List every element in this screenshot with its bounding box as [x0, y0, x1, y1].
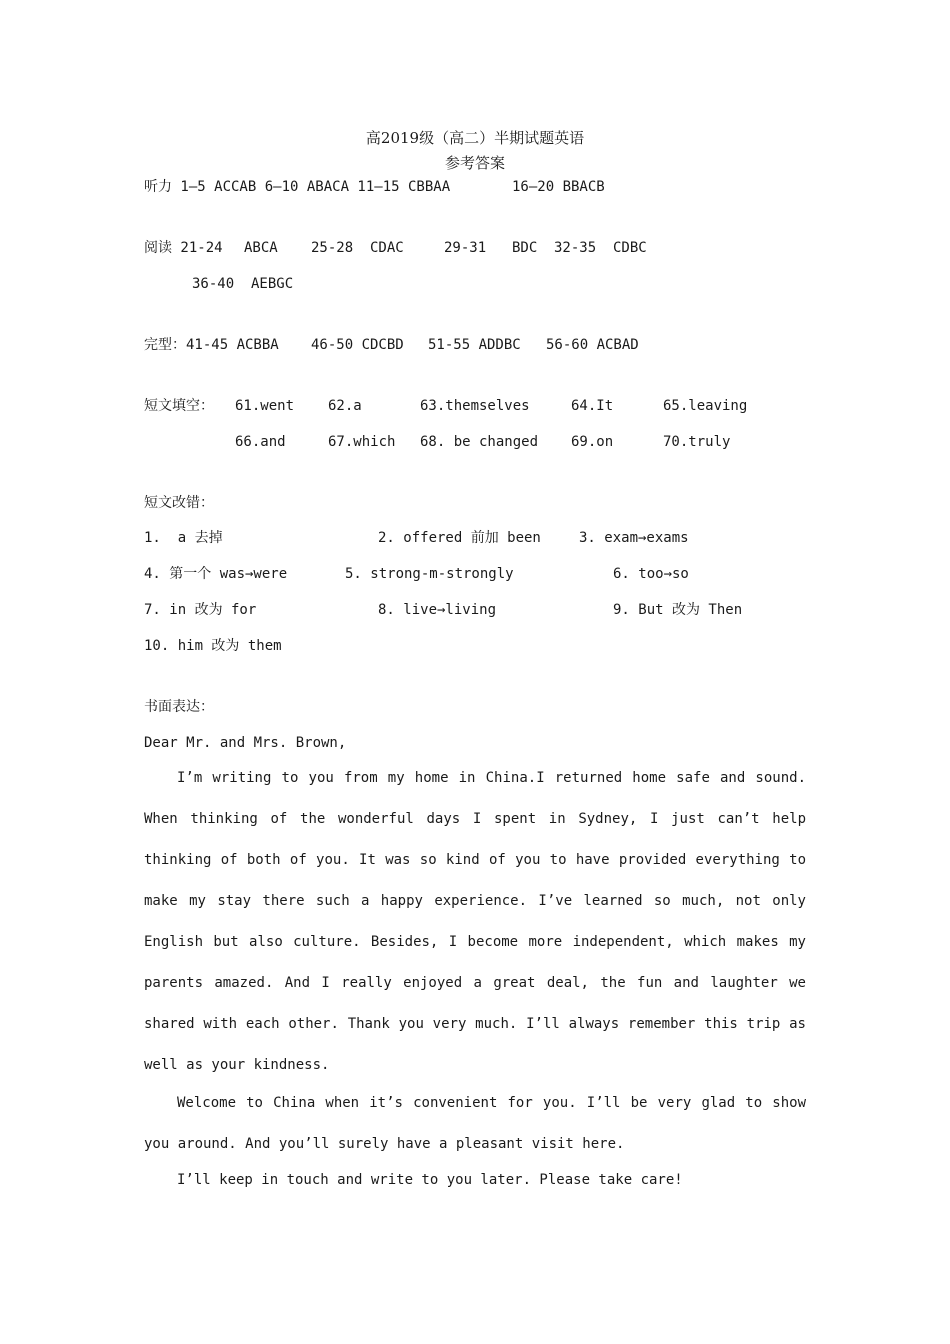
correction-item: 9. But 改为 Then: [613, 602, 743, 618]
gap-fill-item: 67.which: [328, 434, 396, 450]
gap-fill-item: 65.leaving: [663, 398, 748, 414]
reading-group-4: 32-35 CDBC: [554, 240, 647, 256]
correction-item: 5. strong-m-strongly: [345, 566, 514, 582]
gap-fill-item: 70.truly: [663, 434, 731, 450]
reading-group-3-range: 29-31: [444, 240, 487, 256]
gap-fill-item: 69.on: [571, 434, 614, 450]
page-title: 高2019级（高二）半期试题英语: [365, 129, 585, 147]
correction-item: 6. too→so: [613, 566, 689, 582]
cloze-group-3: 51-55 ADDBC: [428, 337, 521, 353]
gap-fill-item: 62.a: [328, 398, 362, 414]
correction-item: 7. in 改为 for: [144, 602, 257, 618]
gap-fill-item: 63.themselves: [420, 398, 530, 414]
letter-paragraph-3: I’ll keep in touch and write to you later. Please take care!: [177, 1172, 683, 1188]
letter-paragraph-1: I’m writing to you from my home in China.I returned home safe and sound. When thinking of the wonderful days I spent in Sydney, I just can’t help thinking of both of you. It was so kind of you to have provided everything to make my stay there such a happy experience. I’ve learned so much, not only English but also culture. Besides, I become more independent, which makes my parents amazed. And I really enjoyed a great deal, the fun and laughter we shared with each other. Thank you very much. I’ll always remember this trip as well as your kindness.: [144, 770, 806, 1073]
writing-label: 书面表达：: [144, 699, 214, 715]
letter-paragraph-2: Welcome to China when it’s convenient for you. I’ll be very glad to show you around. And you’ll surely have a pleasant visit here.: [144, 1095, 806, 1152]
correction-item: 8. live→living: [378, 602, 497, 618]
gap-fill-label: 短文填空：: [144, 398, 214, 414]
listening-answers-last: 16—20 BBACB: [512, 179, 605, 195]
correction-item: 3. exam→exams: [579, 530, 689, 546]
cloze-label: 完型：41-45 ACBBA: [144, 337, 279, 353]
correction-item: 10. him 改为 them: [144, 638, 282, 654]
gap-fill-item: 68. be changed: [420, 434, 539, 450]
page-subtitle: 参考答案: [444, 154, 505, 172]
reading-group-5: 36-40 AEBGC: [192, 276, 294, 292]
reading-group-3-answers: BDC: [512, 240, 538, 256]
reading-group-2: 25-28 CDAC: [311, 240, 404, 256]
listening-answers: 听力 1—5 ACCAB 6—10 ABACA 11—15 CBBAA: [144, 179, 451, 195]
reading-label: 阅读 21-24: [144, 240, 223, 256]
letter-salutation: Dear Mr. and Mrs. Brown,: [144, 735, 347, 751]
gap-fill-item: 66.and: [235, 434, 286, 450]
cloze-group-2: 46-50 CDCBD: [311, 337, 404, 353]
correction-item: 2. offered 前加 been: [378, 530, 541, 546]
reading-group-1: ABCA: [244, 240, 278, 256]
gap-fill-item: 61.went: [235, 398, 295, 414]
correction-item: 1. a 去掉: [144, 530, 223, 546]
gap-fill-item: 64.It: [571, 398, 614, 414]
correction-item: 4. 第一个 was→were: [144, 566, 288, 582]
correction-label: 短文改错：: [144, 495, 214, 511]
cloze-group-4: 56-60 ACBAD: [546, 337, 639, 353]
